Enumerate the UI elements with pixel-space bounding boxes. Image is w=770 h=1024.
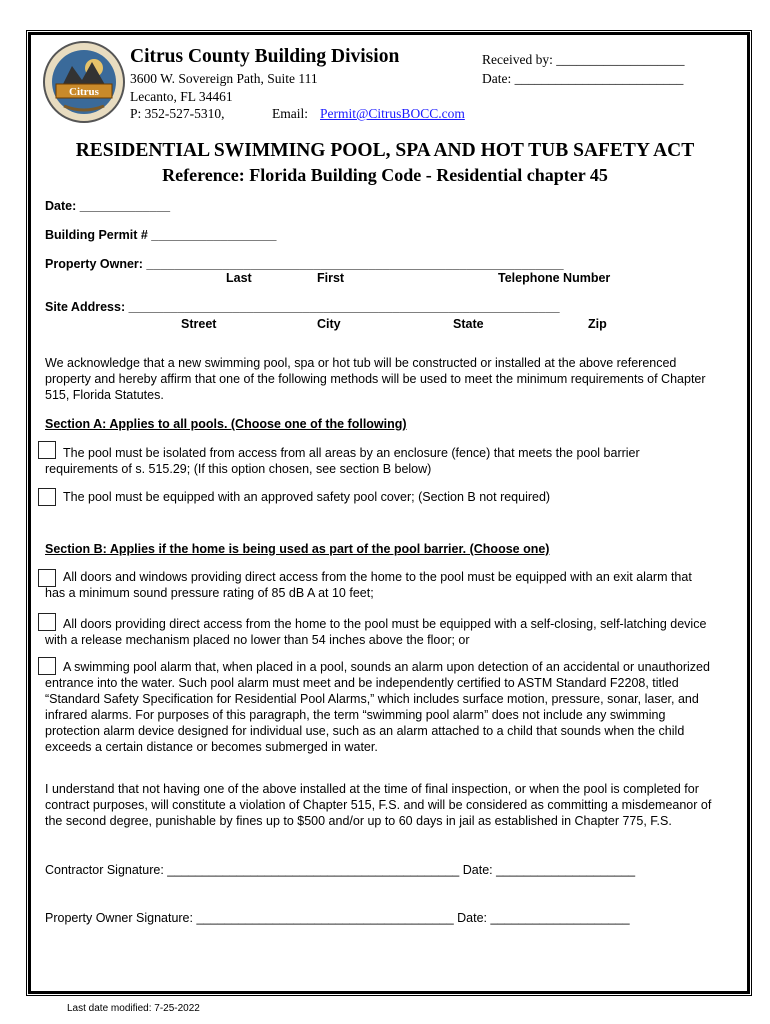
section-b-option2-text: All doors providing direct access from the home to the pool must be equipped with a self-closing, self-latching device with a release mechanism placed no lower than 54 inches above the floor; or [45, 617, 707, 647]
received-by-field[interactable]: Received by: ___________________ [482, 52, 685, 67]
owner-signature-field[interactable]: Property Owner Signature: _____________________________________ Date: ____________________ [45, 911, 630, 925]
section-b-option1-text: All doors and windows providing direct access from the home to the pool must be equipped with an exit alarm that has a minimum sound pressure rating of 85 dB A at 10 feet; [45, 570, 692, 600]
owner-label-last: Last [226, 271, 252, 285]
address-line1: 3600 W. Sovereign Path, Suite 111 [130, 71, 318, 86]
section-b-option3-text: A swimming pool alarm that, when placed in a pool, sounds an alarm upon detection of an accidental or unauthorized entrance into the water. Such pool alarm must meet and be independently certified to ASTM Standard F2208, titled “Standard Safety Specification for Residential Pool Alarms,” which includes surface motion, pressure, sonar, laser, and infrared alarms. For purposes of this paragraph, the term “swimming pool alarm” does not include any swimming protection alarm device designed for individual use, such as an alarm attached to a child that sounds when the child exceeds a certain distance or becomes submerged in water. [45, 660, 710, 754]
phone: P: 352-527-5310, [130, 106, 225, 121]
owner-label-first: First [317, 271, 345, 285]
property-owner-field[interactable]: Property Owner: ____________________________________________________________ [45, 257, 564, 271]
section-a-option1-text: The pool must be isolated from access from all areas by an enclosure (fence) that meets the pool barrier requirements of s. 515.29; (If this option chosen, see section B below) [45, 446, 640, 476]
email-link[interactable]: Permit@CitrusBOCC.com [320, 106, 465, 121]
received-date-field[interactable]: Date: _________________________ [482, 71, 684, 86]
intro-paragraph: We acknowledge that a new swimming pool, spa or hot tub will be constructed or installed at the above referenced property and hereby affirm that one of the following methods will be used to meet the minimum requirements of Chapter 515, Florida Statutes. [45, 356, 706, 402]
owner-label-telephone: Telephone Number [498, 271, 611, 285]
acknowledgement-paragraph: I understand that not having one of the above installed at the time of final inspection, or when the pool is completed for contract purposes, will constitute a violation of Chapter 515, F.S. and will be considered as committing a misdemeanor of the second degree, punishable by fines up to $500 and/or up to 60 days in jail as established in Chapter 775, F.S. [45, 782, 712, 828]
org-name: Citrus County Building Division [130, 46, 400, 67]
svg-text:Citrus: Citrus [69, 86, 99, 98]
building-permit-field[interactable]: Building Permit # __________________ [45, 228, 277, 242]
date-field[interactable]: Date: _____________ [45, 199, 171, 213]
last-modified: Last date modified: 7-25-2022 [67, 1003, 200, 1014]
contractor-signature-field[interactable]: Contractor Signature: __________________________________________ Date: ____________________ [45, 863, 636, 877]
section-a-option2-text: The pool must be equipped with an approved safety pool cover; (Section B not required) [63, 490, 551, 504]
address-line2: Lecanto, FL 34461 [130, 89, 233, 104]
form-subtitle: Reference: Florida Building Code - Residential chapter 45 [162, 165, 608, 185]
site-label-zip: Zip [588, 317, 607, 331]
site-label-street: Street [181, 317, 217, 331]
site-label-state: State [453, 317, 484, 331]
site-label-city: City [317, 317, 341, 331]
site-address-field[interactable]: Site Address: ______________________________________________________________ [45, 300, 560, 314]
section-a-heading: Section A: Applies to all pools. (Choose one of the following) [45, 417, 407, 431]
email-label: Email: [272, 106, 308, 121]
form-title: RESIDENTIAL SWIMMING POOL, SPA AND HOT TUB SAFETY ACT [75, 140, 695, 161]
section-b-heading: Section B: Applies if the home is being used as part of the pool barrier. (Choose one) [45, 542, 550, 556]
county-seal-logo [42, 40, 126, 124]
